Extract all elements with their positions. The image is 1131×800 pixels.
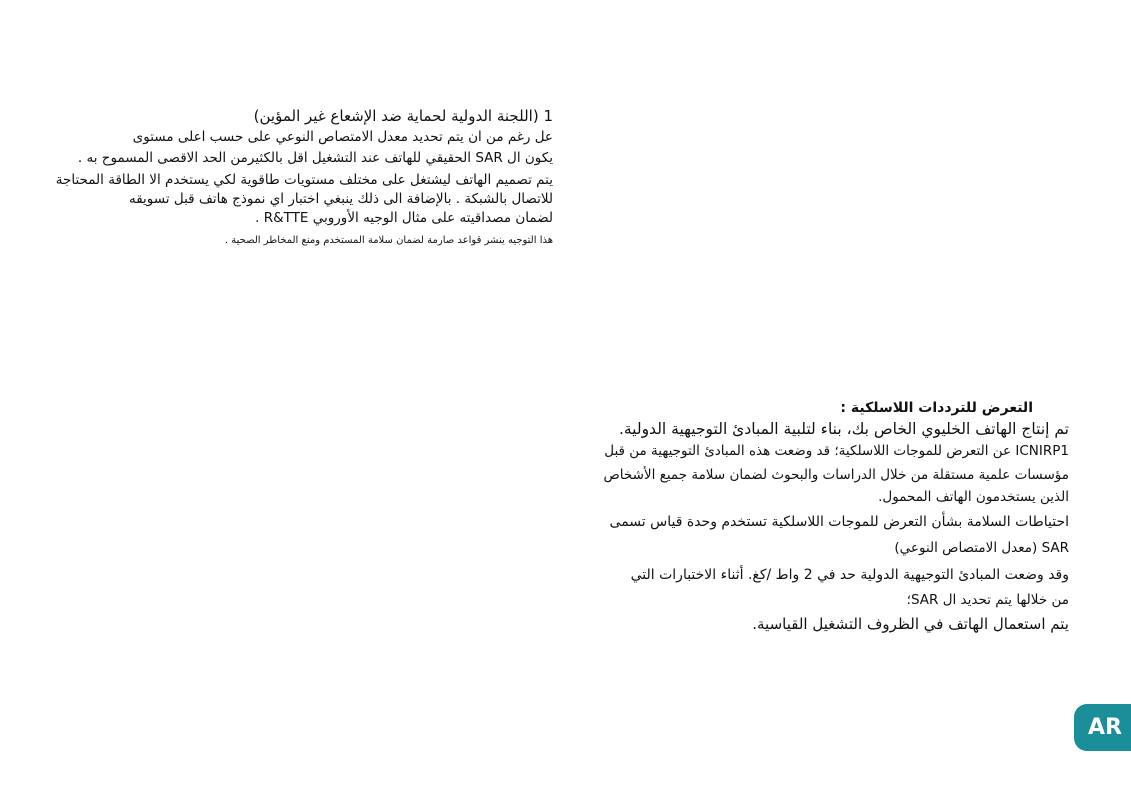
language-tab-label: AR: [1088, 715, 1122, 740]
rf-exposure-body-line: الذين يستخدمون الهاتف المحمول.: [878, 489, 1069, 505]
directive-note: هذا التوجيه ينشر قواعد صارمة لضمان سلامة المستخدم ومنع المخاطر الصحية .: [224, 235, 553, 246]
rf-exposure-title: التعرض للترددات اللاسلكية :: [840, 400, 1033, 416]
sar-determination-line: من خلالها يتم تحديد ال SAR؛: [906, 592, 1069, 608]
power-paragraph-line: يتم تصميم الهاتف ليشتغل على مختلف مستويات طاقوية لكي يستخدم الا الطاقة المحتاجة: [55, 172, 553, 188]
power-levels-paragraph: [55, 171, 553, 228]
rf-exposure-body-line: ICNIRP1 عن التعرض للموجات اللاسلكية؛ قد وضعت هذه المبادئ التوجيهية من قبل: [604, 443, 1069, 459]
power-paragraph-line: للاتصال بالشبكة . بالإضافة الى ذلك ينبغي اختبار اي نموذج هاتف قبل تسويقه: [128, 191, 553, 207]
sar-paragraph-line: عل رغم من ان يتم تحديد معدل الامتصاص النوعي على حسب اعلى مستوى: [132, 129, 553, 145]
rf-exposure-section: [599, 398, 1069, 636]
safety-precautions-line: احتياطات السلامة بشأن التعرض للموجات اللاسلكية تستخدم وحدة قياس تسمى: [609, 514, 1069, 530]
standard-conditions-line: يتم استعمال الهاتف في الظروف التشغيل القياسية.: [752, 615, 1069, 633]
rf-exposure-lead: تم إنتاج الهاتف الخليوي الخاص بك، بناء لتلبية المبادئ التوجيهية الدولية.: [618, 420, 1069, 438]
power-paragraph-line: لضمان مصداقيته على مثال الوجيه الأوروبي R&TTE .: [255, 210, 553, 226]
rf-exposure-body-line: مؤسسات علمية مستقلة من خلال الدراسات والبحوث لضمان سلامة جميع الأشخاص: [603, 467, 1069, 483]
sar-paragraph-line: يكون ال SAR الحقيقي للهاتف عند التشغيل اقل بالكثيرمن الحد الاقصى المسموح به .: [77, 150, 553, 166]
sar-definition-line: SAR (معدل الامتصاص النوعي): [894, 540, 1069, 556]
sar-limit-line: وقد وضعت المبادئ التوجيهية الدولية حد في 2 واط /كغ. أثناء الاختبارات التي: [630, 567, 1069, 583]
language-tab: [1074, 704, 1131, 751]
icnirp-footnote-heading: 1 (اللجنة الدولية لحماية ضد الإشعاع غير المؤين): [253, 107, 553, 125]
icnirp-note-section: [55, 106, 553, 248]
